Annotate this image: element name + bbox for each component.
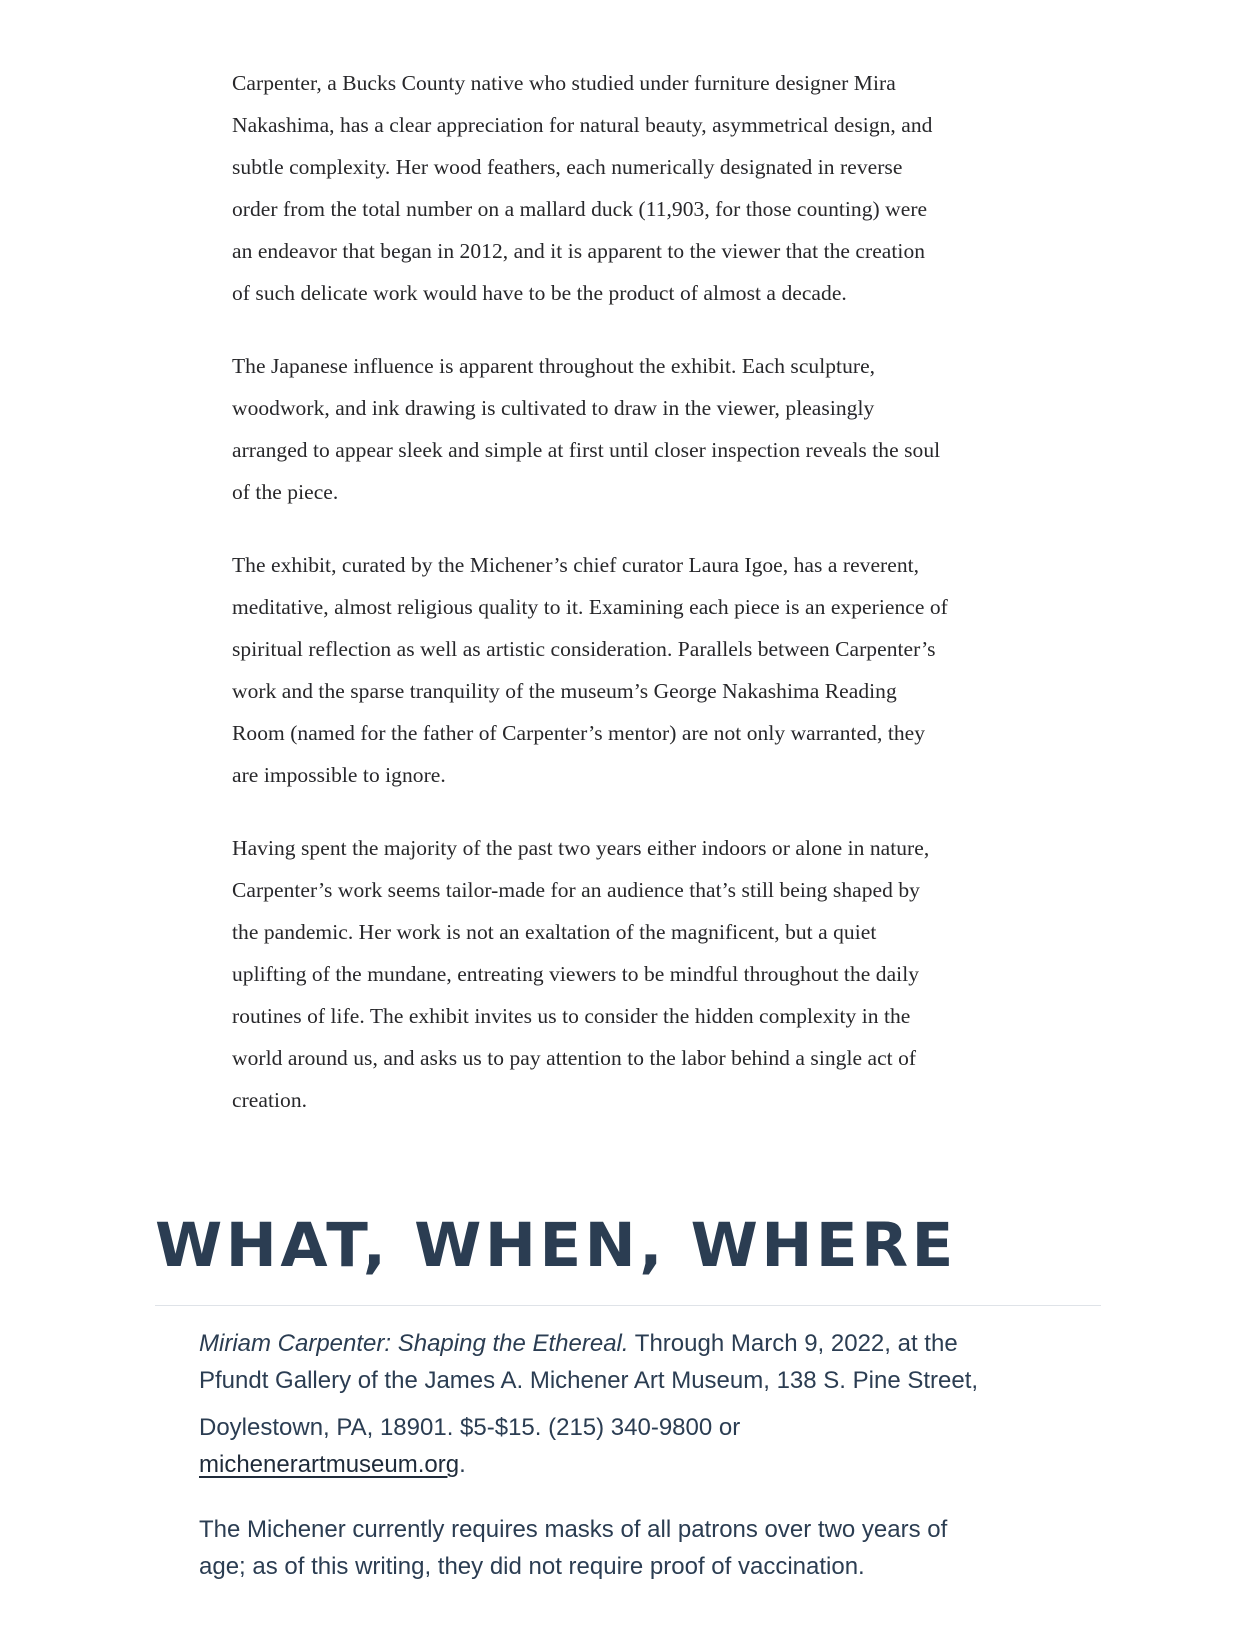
text-line: The exhibit, curated by the Michener’s chief curator Laura Igoe, has a reverent,: [232, 553, 920, 577]
text-line: an endeavor that began in 2012, and it is apparent to the viewer that the creation: [232, 239, 926, 263]
text-line: The Japanese influence is apparent throughout the exhibit. Each sculpture,: [232, 354, 876, 378]
mask-policy-note: [199, 1511, 989, 1585]
info-block: [199, 1325, 989, 1585]
body-paragraph: [232, 345, 1022, 513]
text-line: subtle complexity. Her wood feathers, each numerically designated in reverse: [232, 155, 903, 179]
text-line: of such delicate work would have to be the product of almost a decade.: [232, 281, 847, 305]
text-line: Room (named for the father of Carpenter’s mentor) are not only warranted, they: [232, 721, 926, 745]
text-line: of the piece.: [232, 480, 339, 504]
exhibit-info-line: [199, 1325, 989, 1362]
exhibit-address-price: Doylestown, PA, 18901. $5-$15. (215) 340-9800 or: [199, 1414, 741, 1441]
exhibit-location: Pfundt Gallery of the James A. Michener Art Museum, 138 S. Pine Street,: [199, 1367, 979, 1394]
text-line: woodwork, and ink drawing is cultivated to draw in the viewer, pleasingly: [232, 396, 875, 420]
body-paragraph: [232, 544, 1022, 796]
exhibit-title: Miriam Carpenter: Shaping the Ethereal.: [199, 1330, 629, 1357]
text-line: creation.: [232, 1088, 308, 1112]
text-line: arranged to appear sleek and simple at first until closer inspection reveals the soul: [232, 438, 941, 462]
museum-link-line: [199, 1446, 989, 1483]
text-line: Carpenter, a Bucks County native who studied under furniture designer Mira: [232, 71, 896, 95]
text-line: world around us, and asks us to pay attention to the labor behind a single act of: [232, 1046, 917, 1070]
exhibit-dates: Through March 9, 2022, at the: [628, 1330, 958, 1357]
text-line: meditative, almost religious quality to it. Examining each piece is an experience of: [232, 595, 948, 619]
text-line: are impossible to ignore.: [232, 763, 446, 787]
text-line: The Michener currently requires masks of all patrons over two years of: [199, 1516, 948, 1543]
museum-website-link[interactable]: michenerartmuseum.org: [199, 1451, 460, 1478]
body-paragraph: [232, 62, 1022, 314]
text-line: order from the total number on a mallard duck (11,903, for those counting) were: [232, 197, 928, 221]
text-line: uplifting of the mundane, entreating viewers to be mindful throughout the daily: [232, 962, 920, 986]
text-line: the pandemic. Her work is not an exaltation of the magnificent, but a quiet: [232, 920, 877, 944]
text-line: Having spent the majority of the past two years either indoors or alone in nature,: [232, 836, 930, 860]
text-line: age; as of this writing, they did not require proof of vaccination.: [199, 1553, 865, 1580]
text-line: work and the sparse tranquility of the museum’s George Nakashima Reading: [232, 679, 897, 703]
text-line: spiritual reflection as well as artistic consideration. Parallels between Carpenter’s: [232, 637, 936, 661]
body-paragraph: [232, 827, 1022, 1121]
link-suffix: .: [459, 1451, 466, 1478]
section-heading: WHAT, WHEN, WHERE: [155, 1210, 957, 1281]
text-line: Nakashima, has a clear appreciation for natural beauty, asymmetrical design, and: [232, 113, 933, 137]
text-line: routines of life. The exhibit invites us to consider the hidden complexity in the: [232, 1004, 911, 1028]
section-divider: [155, 1305, 1101, 1306]
text-line: Carpenter’s work seems tailor-made for an audience that’s still being shaped by: [232, 878, 920, 902]
article-body: [232, 62, 1022, 1152]
